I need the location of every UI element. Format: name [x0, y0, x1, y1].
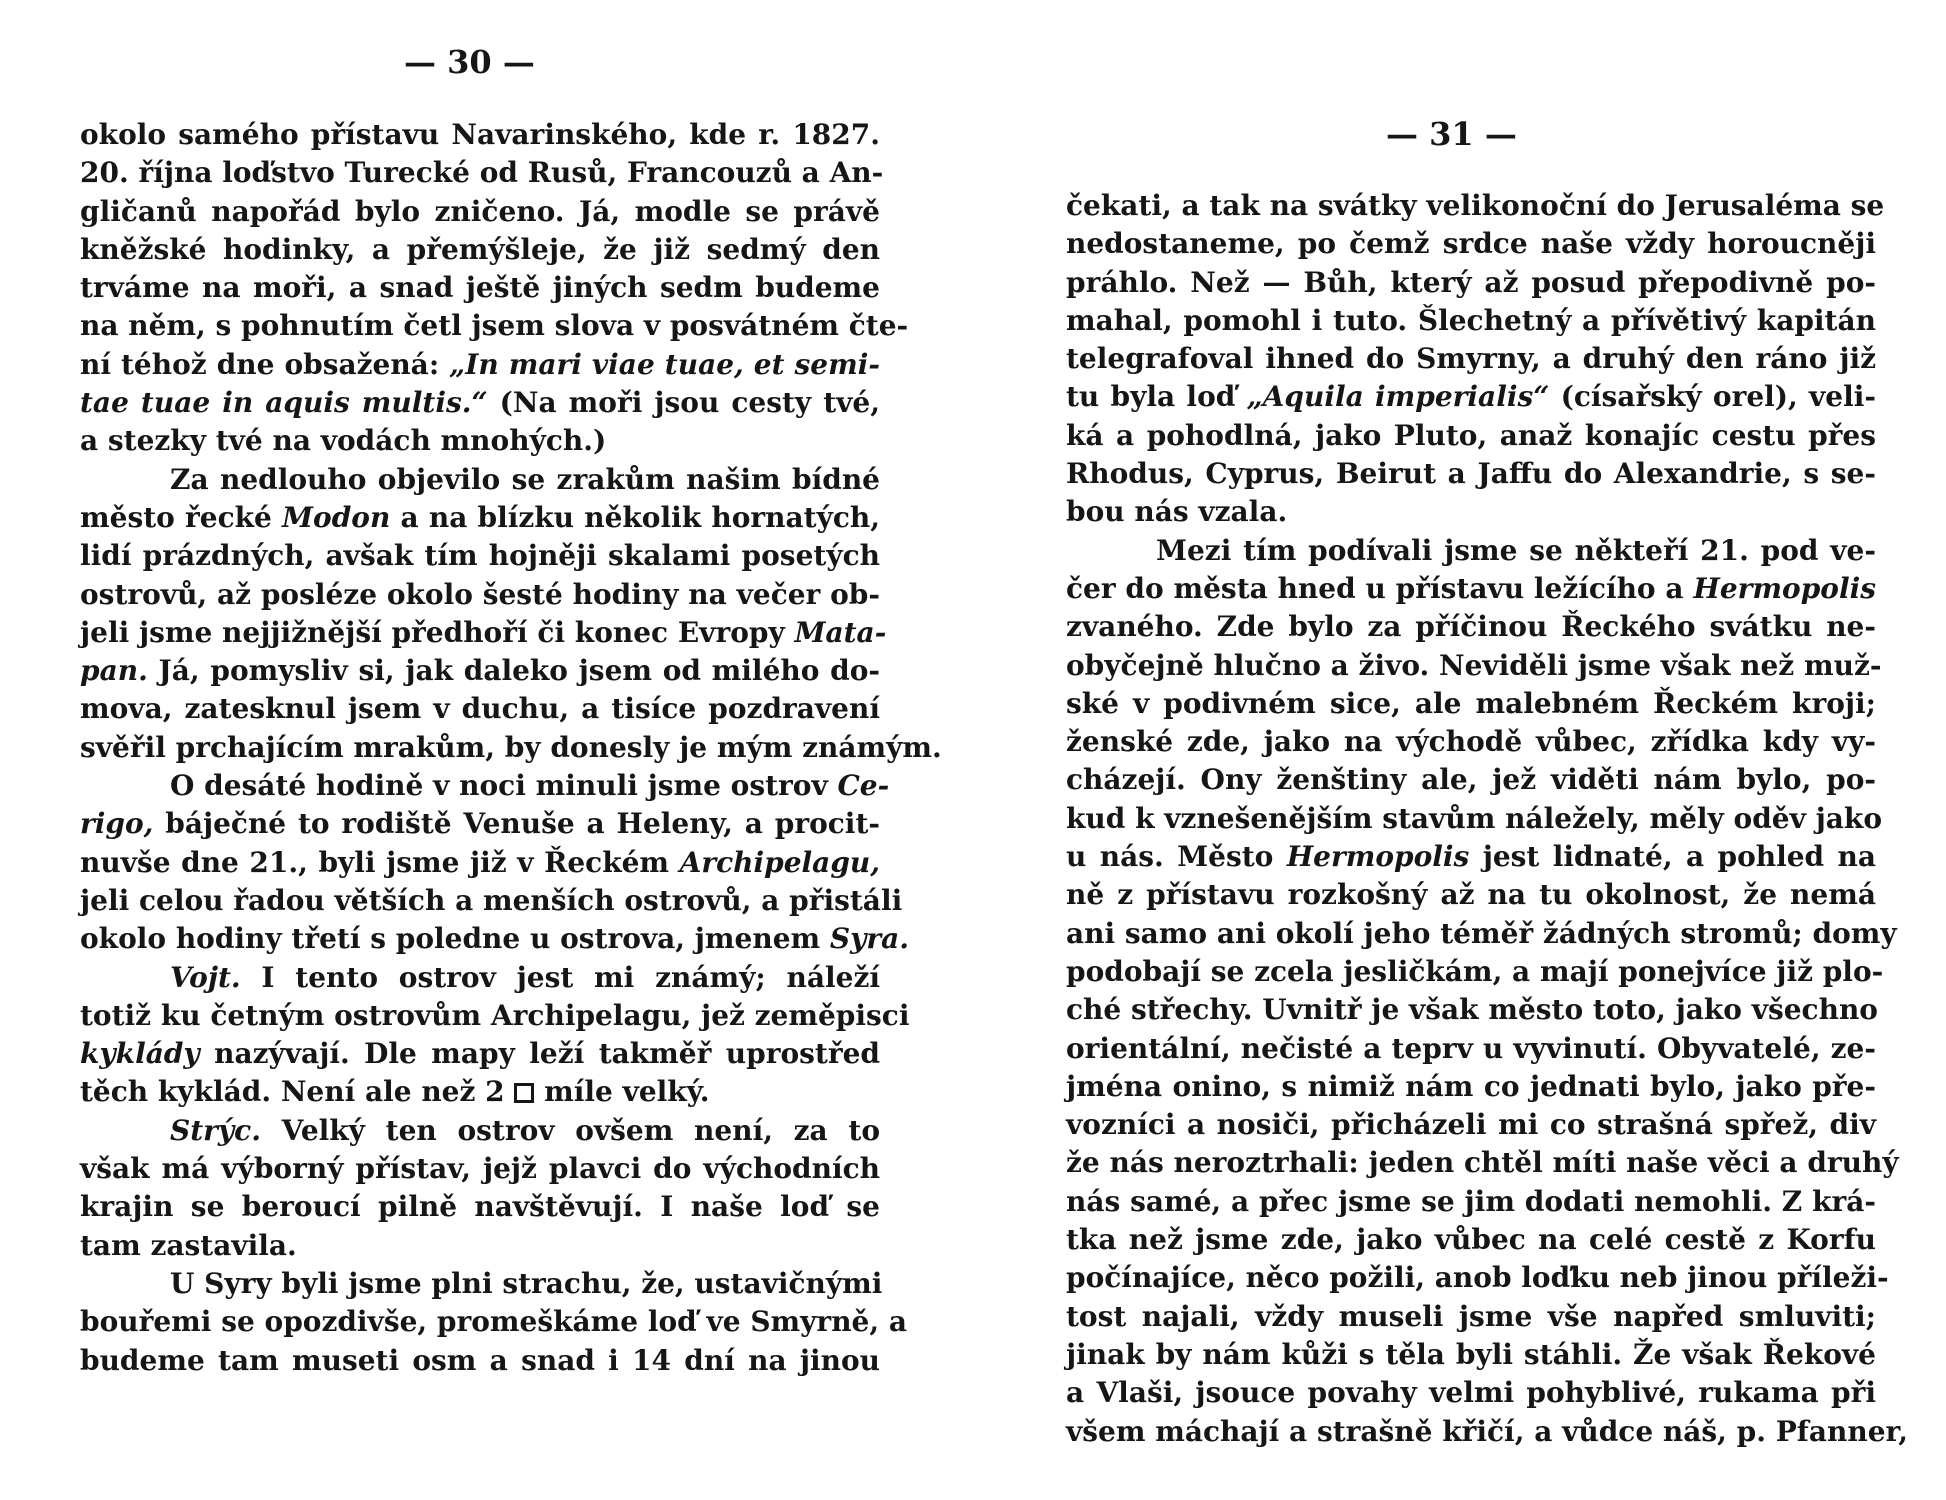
text-segment: vozníci a nosiči, přicházeli mi co strašná spřež, div: [1066, 1108, 1876, 1142]
square-symbol-icon: [514, 1083, 534, 1103]
text-segment: cházejí. Ony ženštiny ale, jež viděti nám bylo, po-: [1066, 763, 1876, 797]
text-line: [1066, 1030, 1876, 1068]
text-line: [1066, 953, 1884, 991]
text-line: [80, 997, 910, 1035]
text-segment: kněžské hodinky, a přemýšleje, že již sedmý den: [80, 232, 880, 266]
text-segment: jinak by nám kůži s těla byli stáhli. Že však Řekové: [1066, 1337, 1876, 1371]
text-segment: trváme na moři, a snad ještě jiných sedm budeme: [80, 271, 880, 305]
text-line: [1066, 1374, 1876, 1412]
text-segment: ostrovů, až posléze okolo šesté hodiny na večer ob-: [80, 577, 880, 611]
text-line: [1066, 493, 1876, 531]
text-segment: Velký ten ostrov ovšem není, za to: [260, 1113, 880, 1147]
text-line: [80, 116, 880, 154]
text-line: [80, 959, 880, 997]
italic-text: Hermopolis: [1286, 840, 1470, 874]
text-line: [80, 729, 942, 767]
italic-text: Ce-: [837, 769, 890, 803]
text-line: [1066, 570, 1876, 608]
text-segment: nás samé, a přec jsme se jim dodati nemohli. Z krá-: [1066, 1184, 1876, 1218]
text-segment: tam zastavila.: [80, 1228, 297, 1262]
text-line: [1066, 225, 1876, 263]
text-line: [1066, 264, 1876, 302]
text-line: [80, 384, 880, 422]
text-segment: (císařský orel), veli-: [1549, 380, 1877, 414]
text-segment: všem máchají a strašně křičí, a vůdce náš, p. Pfanner,: [1066, 1414, 1908, 1448]
text-segment: ani samo ani okolí jeho téměř žádných stromů; domy: [1066, 916, 1897, 950]
text-line: [1066, 876, 1876, 914]
text-segment: krajin se beroucí pilně navštěvují. I naše loď se: [80, 1190, 880, 1224]
text-segment: jména onino, s nimiž nám co jednati bylo, jako pře-: [1066, 1069, 1876, 1103]
text-line: [1066, 455, 1876, 493]
text-segment: však má výborný přístav, jejž plavci do východních: [80, 1152, 880, 1186]
text-segment: počínajíce, něco požili, anob loďku neb jinou příleži-: [1066, 1261, 1889, 1295]
text-segment: totiž ku četným ostrovům Archipelagu, jež zeměpisci: [80, 998, 910, 1032]
text-segment: svěřil prchajícím mrakům, by donesly je mým známým.: [80, 730, 942, 764]
text-line: [1066, 761, 1876, 799]
text-line: [1066, 378, 1876, 416]
italic-text: rigo,: [80, 807, 154, 841]
text-segment: gličanů napořád bylo zničeno. Já, modle se právě: [80, 194, 880, 228]
text-line: [1066, 838, 1876, 876]
page-text: [80, 116, 942, 1380]
text-segment: Za nedlouho objevilo se zrakům našim bídné: [170, 462, 880, 496]
text-segment: město řecké: [80, 500, 283, 534]
italic-text: Modon: [282, 500, 391, 534]
text-segment: lidí prázdných, avšak tím hojněji skalami posetých: [80, 539, 880, 573]
italic-text: Vojt.: [170, 960, 241, 994]
italic-text: Hermopolis: [1693, 571, 1876, 605]
text-segment: podobají se zcela jesličkám, a mají ponejvíce již plo-: [1066, 954, 1884, 988]
text-segment: tost najali, vždy museli jsme vše napřed smluviti;: [1066, 1299, 1876, 1333]
text-segment: zvaného. Zde bylo za příčinou Řeckého svátku ne-: [1066, 610, 1876, 644]
text-segment: na něm, s pohnutím četl jsem slova v posvátném čte-: [80, 309, 909, 343]
text-line: [80, 920, 910, 958]
text-line: [80, 1303, 907, 1341]
text-line: [80, 652, 880, 690]
text-line: [1066, 1221, 1876, 1259]
text-line: [80, 1035, 880, 1073]
text-line: [80, 422, 880, 460]
text-line: [80, 614, 887, 652]
text-segment: jest lidnaté, a pohled na: [1469, 840, 1877, 874]
italic-text: pan.: [80, 654, 148, 688]
text-segment: nedostaneme, po čemž srdce naše vždy horoucněji: [1066, 227, 1876, 261]
text-line: [1066, 1259, 1889, 1297]
text-line: [1066, 915, 1897, 953]
text-line: [80, 193, 880, 231]
text-segment: u nás. Město: [1066, 840, 1287, 874]
text-line: [1066, 417, 1876, 455]
text-segment: jeli jsme nejjižnější předhoří či konec Evropy: [80, 615, 795, 649]
text-segment: ní téhož dne obsažená:: [80, 347, 450, 381]
text-line: [80, 767, 890, 805]
text-segment: báječné to rodiště Venuše a Heleny, a procit-: [153, 807, 880, 841]
text-line: [80, 1188, 880, 1226]
text-segment: ské v podivném sice, ale malebném Řeckém kroji;: [1066, 686, 1876, 720]
italic-text: Archipelagu,: [679, 845, 880, 879]
text-segment: telegrafoval ihned do Smyrny, a druhý den ráno již: [1066, 342, 1876, 376]
text-line: [1066, 1144, 1899, 1182]
text-line: [80, 1150, 880, 1188]
page-text: [1066, 187, 1908, 1451]
text-segment: tka než jsme zde, jako vůbec na celé cestě z Korfu: [1066, 1223, 1876, 1257]
text-segment: míle velký.: [534, 1075, 710, 1109]
text-segment: tu byla loď: [1066, 380, 1247, 414]
text-segment: a Vlaši, jsouce povahy velmi pohyblivé, rukama při: [1066, 1376, 1876, 1410]
text-line: [1066, 302, 1876, 340]
italic-text: kyklády: [80, 1037, 200, 1071]
text-segment: mahal, pomohl i tuto. Šlechetný a přívětivý kapitán: [1066, 303, 1876, 337]
text-line: [1066, 608, 1876, 646]
text-line: [80, 154, 884, 192]
text-segment: okolo hodiny třetí s poledne u ostrova, jmenem: [80, 922, 830, 956]
text-line: [80, 805, 880, 843]
italic-text: Strýc.: [170, 1113, 261, 1147]
text-segment: bou nás vzala.: [1066, 495, 1288, 529]
italic-text: Mata-: [794, 615, 887, 649]
text-segment: kud k vznešenějším stavům náležely, měly oděv jako: [1066, 801, 1882, 835]
text-line: [80, 1073, 880, 1111]
page-number: — 31 —: [1386, 115, 1517, 153]
text-line: [80, 844, 880, 882]
italic-text: „Aquila imperialis“: [1246, 380, 1550, 414]
text-segment: U Syry byli jsme plni strachu, že, ustavičnými: [170, 1266, 883, 1300]
text-line: [80, 346, 880, 384]
text-line: [80, 461, 880, 499]
text-line: [1066, 532, 1876, 570]
text-line: [1066, 340, 1876, 378]
italic-text: Syra.: [829, 922, 910, 956]
text-segment: bouřemi se opozdivše, promeškáme loď ve Smyrně, a: [80, 1305, 907, 1339]
text-segment: ženské zde, jako na východě vůbec, zřídka kdy vy-: [1066, 725, 1876, 759]
text-line: [80, 1112, 880, 1150]
text-segment: nuvše dne 21., byli jsme již v Řeckém: [80, 845, 680, 879]
text-line: [80, 537, 880, 575]
text-line: [1066, 991, 1876, 1029]
text-segment: orientální, nečisté a teprv u vyvinutí. Obyvatelé, ze-: [1066, 1031, 1876, 1065]
text-line: [1066, 647, 1882, 685]
text-segment: těch kyklád. Není ale než 2: [80, 1075, 515, 1109]
text-line: [80, 690, 880, 728]
text-line: [80, 882, 903, 920]
text-line: [80, 1265, 883, 1303]
text-line: [1066, 1413, 1908, 1451]
text-segment: čekati, a tak na svátky velikonoční do Jerusaléma se: [1066, 189, 1885, 222]
text-segment: a stezky tvé na vodách mnohých.): [80, 424, 607, 458]
text-segment: mova, zatesknul jsem v duchu, a tisíce pozdravení: [80, 692, 880, 726]
italic-text: tae tuae in aquis multis.“: [80, 386, 488, 420]
text-segment: Mezi tím podívali jsme se někteří 21. pod ve-: [1156, 533, 1876, 567]
text-segment: Rhodus, Cyprus, Beirut a Jaffu do Alexandrie, s se-: [1066, 457, 1876, 491]
text-segment: práhlo. Než — Bůh, který až posud přepodivně po-: [1066, 265, 1876, 299]
text-line: [1066, 1183, 1876, 1221]
italic-text: „In mari viae tuae, et semi-: [449, 347, 880, 381]
text-segment: O desáté hodině v noci minuli jsme ostrov: [170, 769, 838, 803]
text-segment: a na blízku několik hornatých,: [390, 500, 880, 534]
text-segment: budeme tam museti osm a snad i 14 dní na jinou: [80, 1343, 880, 1377]
text-line: [80, 231, 880, 269]
text-line: [1066, 1336, 1876, 1374]
text-line: [80, 269, 880, 307]
text-segment: okolo samého přístavu Navarinského, kde r. 1827.: [80, 118, 880, 151]
text-segment: čer do města hned u přístavu ležícího a: [1066, 571, 1694, 605]
text-segment: jeli celou řadou větších a menších ostrovů, a přistáli: [80, 883, 903, 917]
text-line: [80, 1227, 880, 1265]
text-segment: ně z přístavu rozkošný až na tu okolnost, že nemá: [1066, 878, 1876, 912]
text-segment: (Na moři jsou cesty tvé,: [487, 386, 880, 420]
text-line: [80, 1342, 880, 1380]
text-line: [80, 499, 880, 537]
text-line: [1066, 1068, 1876, 1106]
text-segment: obyčejně hlučno a živo. Neviděli jsme však než muž-: [1066, 648, 1882, 682]
text-line: [1066, 1298, 1876, 1336]
text-segment: nazývají. Dle mapy leží takměř uprostřed: [199, 1037, 880, 1071]
text-line: [80, 576, 880, 614]
text-line: [1066, 800, 1882, 838]
text-segment: ká a pohodlná, jako Pluto, anaž konajíc cestu přes: [1066, 418, 1876, 452]
text-line: [1066, 187, 1885, 225]
text-segment: ché střechy. Uvnitř je však město toto, jako všechno: [1066, 993, 1878, 1027]
page-number: — 30 —: [404, 43, 535, 81]
text-line: [1066, 1106, 1876, 1144]
text-line: [1066, 685, 1876, 723]
text-line: [1066, 723, 1876, 761]
text-segment: I tento ostrov jest mi známý; náleží: [240, 960, 880, 994]
text-segment: 20. října loďstvo Turecké od Rusů, Francouzů a An-: [80, 156, 884, 190]
text-line: [80, 307, 909, 345]
text-segment: že nás neroztrhali: jeden chtěl míti naše věci a druhý: [1066, 1146, 1899, 1180]
text-segment: Já, pomysliv si, jak daleko jsem od milého do-: [147, 654, 880, 688]
